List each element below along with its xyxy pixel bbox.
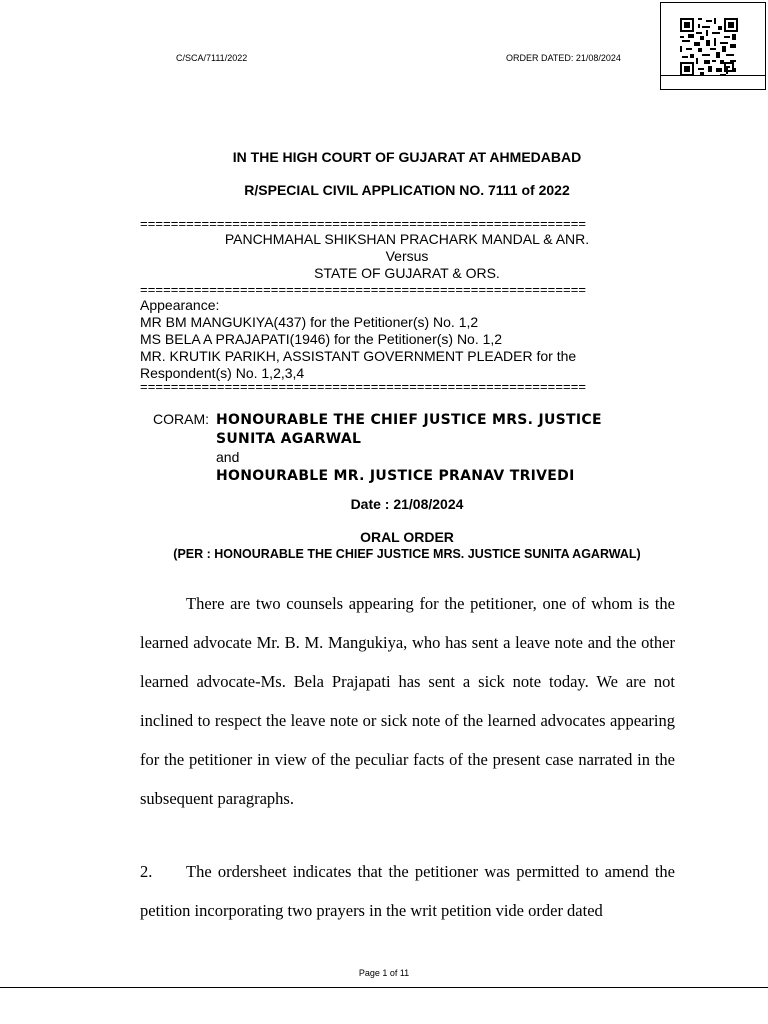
order-title: ORAL ORDER: [360, 529, 454, 545]
paragraph-2-text: The ordersheet indicates that the petitioner was permitted to amend the petition incorporating two prayers in the writ petition vide order dated: [140, 862, 675, 920]
order-per: (PER : HONOURABLE THE CHIEF JUSTICE MRS. JUSTICE SUNITA AGARWAL): [173, 547, 641, 561]
appearance-label: Appearance:: [140, 297, 220, 313]
paragraph-2: [140, 852, 675, 930]
separator-line: ==========================================================: [140, 379, 587, 394]
court-title: IN THE HIGH COURT OF GUJARAT AT AHMEDABAD: [232, 149, 582, 165]
paragraph-2-number: 2.: [140, 862, 153, 881]
judge-one-line-one: HONOURABLE THE CHIEF JUSTICE MRS. JUSTICE: [216, 412, 602, 428]
respondent-name: STATE OF GUJARAT & ORS.: [314, 265, 500, 281]
order-dated: ORDER DATED: 21/08/2024: [506, 53, 621, 63]
judge-one-line-two: SUNITA AGARWAL: [216, 431, 362, 447]
coram-and: and: [216, 449, 240, 465]
separator-line: ==========================================================: [140, 282, 587, 297]
appearance-line: MS BELA A PRAJAPATI(1946) for the Petitioner(s) No. 1,2: [140, 331, 503, 347]
appearance-block: [140, 297, 576, 382]
appearance-line: Respondent(s) No. 1,2,3,4: [140, 365, 305, 381]
footer-rule: [0, 987, 768, 988]
qr-code-box: [660, 2, 766, 90]
application-number: R/SPECIAL CIVIL APPLICATION NO. 7111 of 2022: [244, 182, 570, 198]
separator-line: ==========================================================: [140, 216, 587, 231]
coram-judges: [216, 410, 602, 485]
judge-two: HONOURABLE MR. JUSTICE PRANAV TRIVEDI: [216, 468, 575, 484]
qr-code-icon: [680, 18, 738, 76]
appearance-line: MR BM MANGUKIYA(437) for the Petitioner(s) No. 1,2: [140, 314, 479, 330]
paragraph-1: There are two counsels appearing for the petitioner, one of whom is the learned advocate Mr. B. M. Mangukiya, who has sent a leave note and the other learned advocate-Ms. Bela Prajapati has sent a sick note today. We are not inclined to respect the leave note or sick note of the learned advocates appearing for the petitioner in view of the peculiar facts of the present case narrated in the subsequent paragraphs.: [140, 594, 675, 808]
order-date: Date : 21/08/2024: [350, 496, 464, 512]
page-number: Page 1 of 11: [358, 968, 410, 978]
appearance-line: MR. KRUTIK PARIKH, ASSISTANT GOVERNMENT PLEADER for the: [140, 348, 577, 364]
coram-label: CORAM:: [153, 411, 209, 427]
versus-label: Versus: [385, 248, 429, 264]
case-reference: C/SCA/7111/2022: [176, 53, 248, 63]
petitioner-name: PANCHMAHAL SHIKSHAN PRACHARK MANDAL & ANR.: [224, 231, 590, 247]
